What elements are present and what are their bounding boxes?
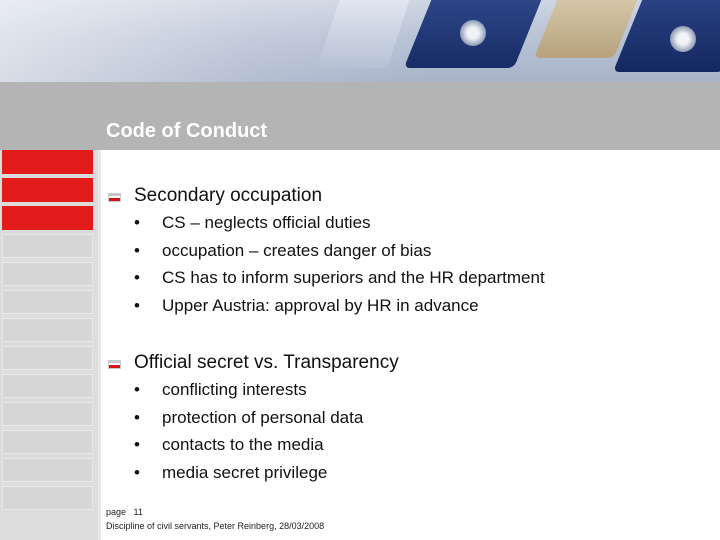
page-number-footer: [106, 507, 143, 517]
red-stripe: [2, 150, 93, 174]
bullet-text: contacts to the media: [162, 435, 324, 455]
bullet-text: media secret privilege: [162, 463, 328, 483]
bullet-dot-icon: •: [134, 213, 140, 232]
footer-credit: Discipline of civil servants, Peter Reinberg, 28/03/2008: [106, 521, 325, 531]
grey-stripe: [2, 402, 93, 426]
bullet-text: Upper Austria: approval by HR in advance: [162, 296, 479, 316]
left-stripe-column: [0, 150, 98, 540]
grey-stripe: [2, 374, 93, 398]
grey-stripe: [2, 262, 93, 286]
bullet-text: protection of personal data: [162, 407, 364, 427]
red-square-bullet-icon: [108, 360, 121, 369]
bullet-dot-icon: •: [134, 240, 140, 260]
bullet-text: CS has to inform superiors and the HR department: [162, 268, 545, 288]
header-photo-banner: [0, 0, 720, 82]
section-heading: Official secret vs. Transparency: [134, 352, 399, 373]
binder-ring-icon: [670, 26, 696, 52]
page-label: page: [106, 507, 127, 517]
grey-stripe: [2, 430, 93, 454]
grey-stripe: [2, 458, 93, 482]
grey-stripe: [2, 318, 93, 342]
bullet-dot-icon: •: [134, 296, 140, 316]
bullet-text: occupation – creates danger of bias: [162, 240, 432, 260]
grey-stripe: [2, 234, 93, 258]
bullet-dot-icon: •: [134, 407, 140, 427]
red-stripe: [2, 178, 93, 202]
slide-title: Code of Conduct: [106, 120, 268, 142]
red-stripe: [2, 206, 93, 230]
grey-stripe: [2, 290, 93, 314]
bullet-dot-icon: •: [134, 463, 140, 483]
red-square-bullet-icon: [108, 193, 121, 202]
bullet-dot-icon: •: [134, 268, 140, 288]
bullet-dot-icon: •: [134, 380, 140, 399]
binder-shape: [317, 0, 412, 68]
page-number: 11: [133, 507, 143, 517]
binder-ring-icon: [460, 20, 486, 46]
bullet-text: CS – neglects official duties: [162, 213, 371, 232]
bullet-text: conflicting interests: [162, 380, 307, 399]
bullet-dot-icon: •: [134, 435, 140, 455]
column-divider: [98, 150, 101, 540]
grey-stripe: [2, 346, 93, 370]
grey-stripe: [2, 486, 93, 510]
section-heading: Secondary occupation: [134, 185, 323, 206]
